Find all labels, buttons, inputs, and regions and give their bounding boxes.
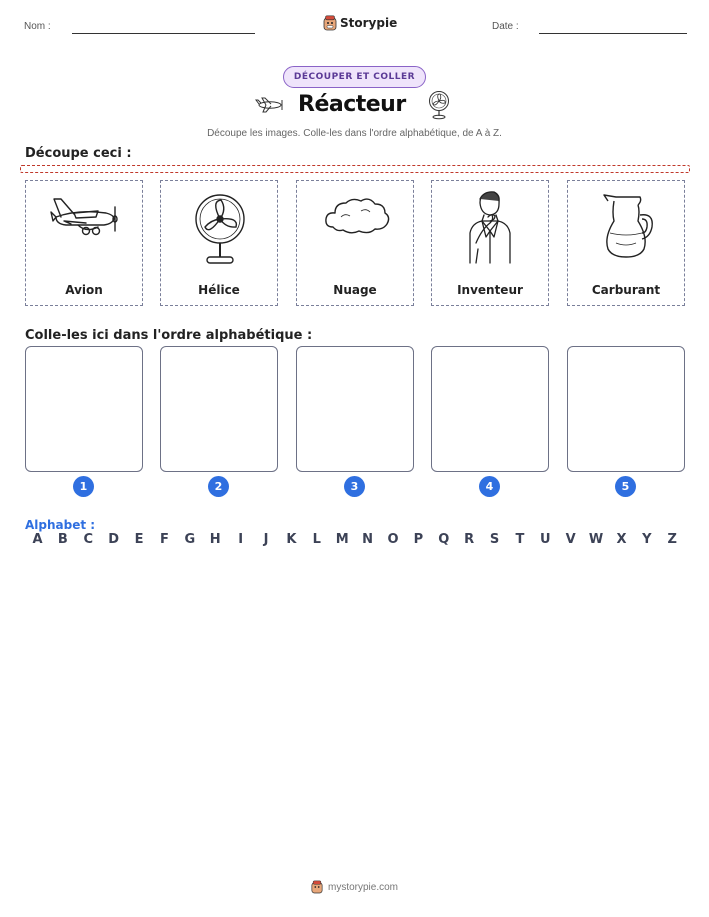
alphabet-letter: U	[540, 532, 551, 547]
alphabet-letter: L	[312, 532, 321, 547]
name-line	[72, 33, 255, 34]
alphabet-letter: D	[108, 532, 120, 547]
alphabet-label: Alphabet :	[25, 518, 96, 532]
alphabet-letter: N	[362, 532, 374, 547]
cloud-icon	[297, 187, 415, 269]
footer	[0, 880, 709, 894]
airplane-icon	[254, 95, 286, 115]
paste-box-1[interactable]	[25, 346, 143, 472]
cut-card-label: Inventeur	[457, 283, 523, 297]
footer-site[interactable]: mystorypie.com	[327, 881, 398, 893]
cut-card-label: Hélice	[198, 283, 240, 297]
activity-badge: DÉCOUPER ET COLLER	[283, 66, 426, 88]
cut-line	[20, 165, 690, 173]
date-line	[539, 33, 687, 34]
mascot-icon	[311, 880, 323, 894]
brand-name: Storypie	[340, 16, 398, 30]
paste-box-2[interactable]	[160, 346, 278, 472]
alphabet-letter: J	[263, 532, 269, 547]
alphabet-letter: I	[238, 532, 244, 547]
alphabet-letter: K	[286, 532, 297, 547]
alphabet-letter: Q	[438, 532, 450, 547]
airplane-icon	[26, 187, 144, 269]
alphabet-letter: O	[387, 532, 399, 547]
alphabet-letter: Z	[667, 532, 677, 547]
alphabet-letter: X	[616, 532, 627, 547]
cut-card-label: Nuage	[333, 283, 377, 297]
alphabet-letter: H	[209, 532, 221, 547]
name-label: Nom :	[24, 21, 51, 32]
alphabet-letter: M	[335, 532, 349, 547]
alphabet-letter: E	[134, 532, 144, 547]
jug-icon	[568, 187, 686, 269]
paste-section-heading: Colle-les ici dans l'ordre alphabétique :	[25, 328, 313, 343]
alphabet-letter: S	[489, 532, 500, 547]
cut-card-carburant[interactable]	[567, 180, 685, 306]
cut-card-label: Avion	[65, 283, 103, 297]
brand-logo	[323, 14, 397, 32]
alphabet-letter: T	[515, 532, 525, 547]
number-badge: 2	[208, 476, 229, 497]
number-badge: 5	[615, 476, 636, 497]
alphabet-letter: V	[565, 532, 576, 547]
number-badge: 4	[479, 476, 500, 497]
instruction-text: Découpe les images. Colle-les dans l'ordre alphabétique, de A à Z.	[207, 128, 502, 139]
number-badge: 3	[344, 476, 365, 497]
fan-icon	[426, 90, 452, 120]
alphabet-letter: W	[588, 532, 604, 547]
mascot-icon	[323, 15, 337, 31]
page-title: Réacteur	[298, 92, 406, 117]
alphabet-letter: R	[464, 532, 475, 547]
inventor-icon	[432, 187, 550, 269]
cut-card-inventeur[interactable]	[431, 180, 549, 306]
alphabet-letter: P	[413, 532, 424, 547]
cut-section-heading: Découpe ceci :	[25, 146, 132, 161]
cut-card-label: Carburant	[591, 283, 661, 297]
cut-card-nuage[interactable]	[296, 180, 414, 306]
alphabet-letter: B	[57, 532, 68, 547]
cut-card-helice[interactable]	[160, 180, 278, 306]
paste-box-3[interactable]	[296, 346, 414, 472]
alphabet-letter: C	[83, 532, 94, 547]
alphabet-letter: Y	[642, 532, 652, 547]
title-row	[0, 90, 709, 124]
fan-icon	[161, 187, 279, 269]
alphabet-letter: F	[160, 532, 169, 547]
cut-card-avion[interactable]	[25, 180, 143, 306]
alphabet-letter: G	[184, 532, 196, 547]
alphabet-letter: A	[32, 532, 43, 547]
date-label: Date :	[492, 21, 519, 32]
number-badge: 1	[73, 476, 94, 497]
paste-box-5[interactable]	[567, 346, 685, 472]
alphabet-row	[25, 532, 685, 547]
paste-box-4[interactable]	[431, 346, 549, 472]
